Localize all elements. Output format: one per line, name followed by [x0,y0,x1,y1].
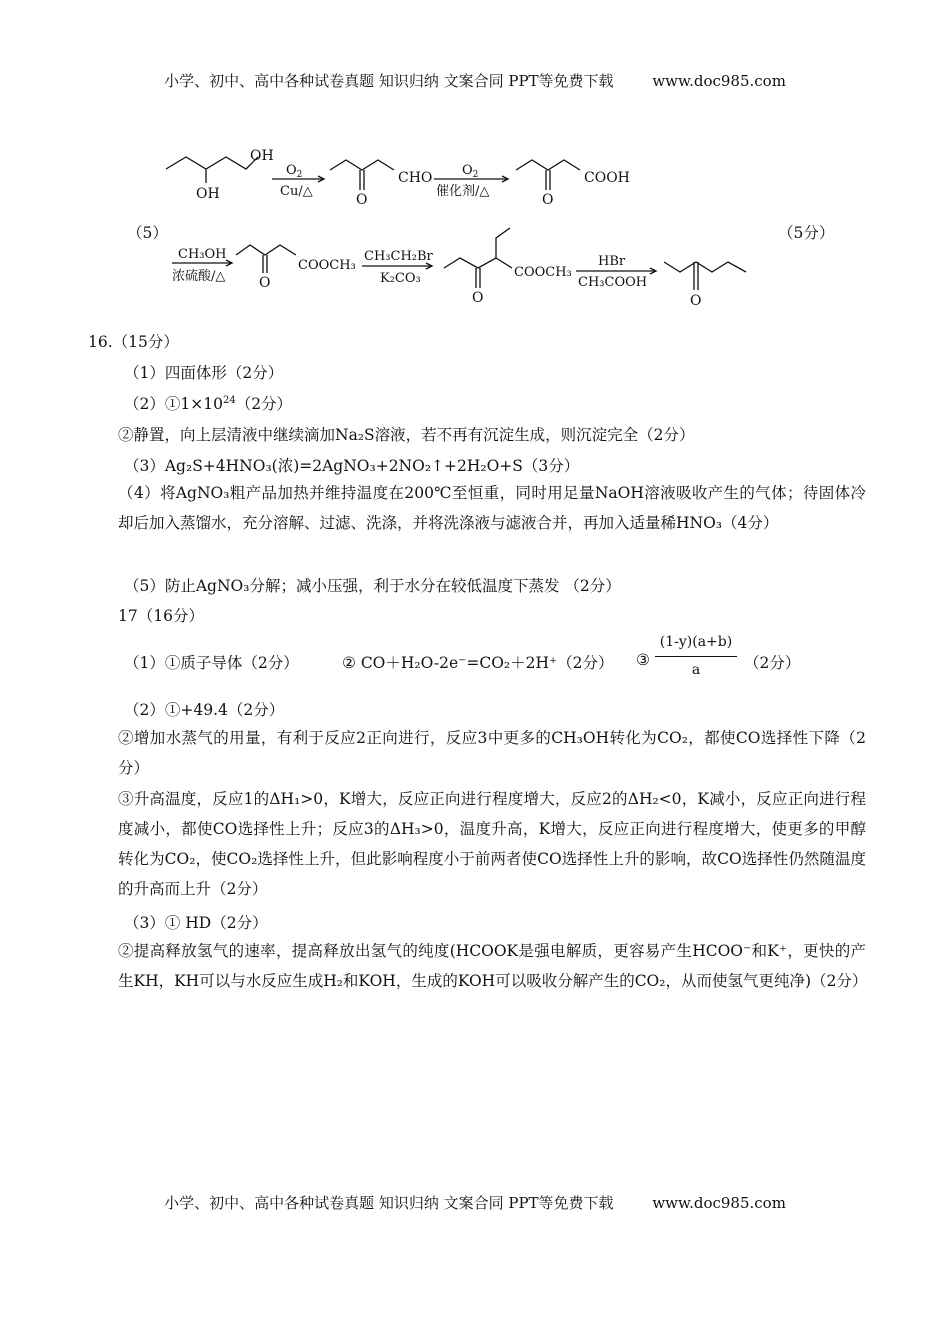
q17-fraction-denominator: a [691,662,701,678]
q16-part2 [124,392,292,414]
r3-below: 浓硫酸/△ [172,269,226,284]
methylester-o: O [259,275,271,291]
molecule-ethylester [444,258,512,268]
r5-below: CH₃COOH [578,275,648,290]
molecule-ketoaldehyde [330,160,394,170]
q16-title: 16.（15分） [88,333,179,351]
synthesis-score: （5分） [778,224,835,242]
q16-part3: （3）Ag₂S+4HNO₃(浓)=2AgNO₃+2NO₂↑+2H₂O+S（3分） [124,457,580,475]
r2-above: $O_2$ [462,163,479,180]
diol-oh-bottom: OH [196,186,220,202]
footer-site: www.doc985.com [652,1194,786,1212]
molecule-ketone [664,262,746,272]
header-text: 小学、初中、高中各种试卷真题 知识归纳 文案合同 PPT等免费下载 [164,72,614,90]
header-site: www.doc985.com [652,72,786,90]
methylester-cooch3: COOCH₃ [298,258,356,273]
q17-part2c: ③升高温度，反应1的ΔH₁>0，K增大，反应正向进行程度增大，反应2的ΔH₂<0，K减小，反应正向进行程度减小，都使CO选择性上升；反应3的ΔH₃>0，温度升高，K增大，反应正向进行程度增大，使更多的甲醇转化为CO₂，使CO₂选择性上升，但此影响程度小于前两者使CO选择性上升的影响，故CO选择性仍然随温度的升高而上升（2分） [118,790,866,898]
r3-above: CH₃OH [178,247,227,262]
r1-below: Cu/△ [280,184,313,199]
cooh-label: COOH [584,170,630,186]
q16-part2-score: （2分） [235,395,293,413]
q17-part3b: ②提高释放氢气的速率，提高释放出氢气的纯度(HCOOK是强电解质，更容易产生HCOO⁻和K⁺，更快的产生KH，KH可以与水反应生成H₂和KOH，生成的KOH可以吸收分解产生的CO₂，从而使氢气更纯净)（2分） [118,942,868,990]
synthesis-label: （5） [127,224,168,242]
ketone-o: O [690,293,702,309]
q16-part2-value: 1×10 [180,395,223,413]
r2-below: 催化剂/△ [436,184,490,199]
q16-part4: （4）将AgNO₃粗产品加热并维持温度在200℃至恒重，同时用足量NaOH溶液吸收产生的气体；待固体冷却后加入蒸馏水，充分溶解、过滤、洗涤，并将洗涤液与滤液合并，再加入适量稀HNO₃（4分） [118,484,866,532]
q17-part1c-prefix: ③ [636,651,650,669]
q17-part1c-score: （2分） [744,654,801,672]
q17-part1a: （1）①质子导体（2分） [124,654,299,672]
q16-part2b: ②静置，向上层清液中继续滴加Na₂S溶液，若不再有沉淀生成，则沉淀完全（2分） [118,426,695,444]
ethylester-o: O [472,290,484,306]
page-footer [0,1192,950,1213]
q17-title: 17（16分） [118,607,204,625]
molecule-methylester [236,245,296,255]
q17-part2a: （2）①+49.4（2分） [124,701,285,719]
q17-fraction-numerator: (1-y)(a+b) [659,634,733,650]
molecule-diol [166,157,258,169]
q17-fraction-bar [655,656,737,657]
q16-part2-exponent: 24 [222,394,236,406]
synthesis-scheme [0,0,950,320]
r4-below: K₂CO₃ [380,271,421,286]
q16-part2-prefix: （2）① [124,395,181,413]
r1-above: $O_2$ [286,163,303,180]
r5-above: HBr [598,254,626,269]
ketoaldehyde-o: O [356,192,368,208]
ketoacid-o: O [542,192,554,208]
q17-part2b: ②增加水蒸气的用量，有利于反应2正向进行，反应3中更多的CH₃OH转化为CO₂，都使CO选择性下降（2分） [118,729,866,777]
ethylester-cooch3: COOCH₃ [514,265,572,280]
footer-text: 小学、初中、高中各种试卷真题 知识归纳 文案合同 PPT等免费下载 [164,1194,614,1212]
molecule-ketoacid [516,160,580,170]
diol-oh-top: OH [250,148,274,164]
q16-part5: （5）防止AgNO₃分解；减小压强，利于水分在较低温度下蒸发 （2分） [124,577,621,595]
q17-part3a: （3）① HD（2分） [124,914,268,932]
q16-part1: （1）四面体形（2分） [124,364,284,382]
r4-above: CH₃CH₂Br [364,249,433,264]
cho-label: CHO [398,170,433,186]
q17-part1b: ② CO＋H₂O-2e⁻=CO₂＋2H⁺（2分） [342,654,614,672]
